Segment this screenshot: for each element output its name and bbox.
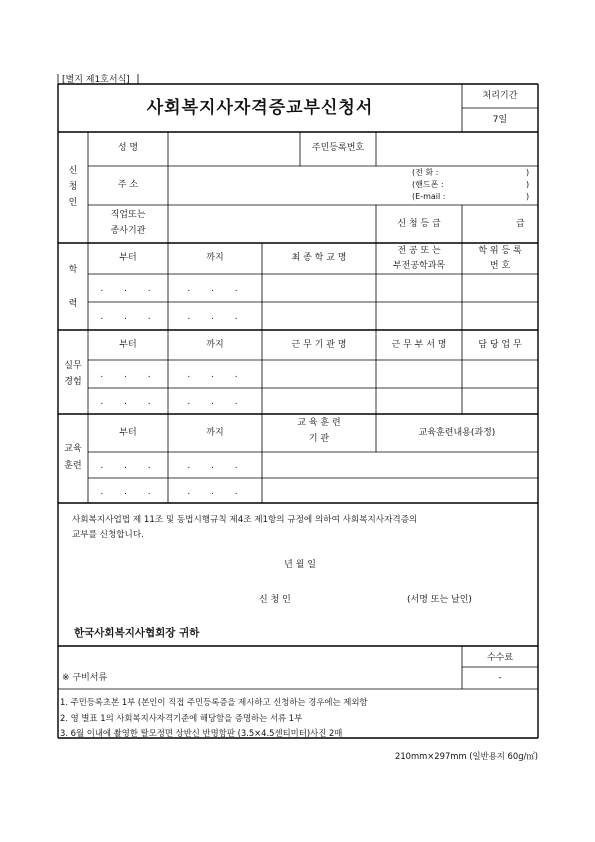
paper-spec: 210mm×297mm (일반용지 60g/㎡): [394, 751, 538, 761]
education-major-header-2: 부전공학과목: [392, 261, 446, 271]
required-doc-3: 3. 6월 이내에 촬영한 탈모정면 상반신 반명함판 (3.5×4.5센티미터)사진 2매: [60, 728, 343, 738]
required-docs-title: ※ 구비서류: [62, 673, 108, 683]
training-content-header: 교육훈련내용(과정): [418, 428, 496, 438]
experience-to-header: 까지: [206, 340, 224, 350]
job-label-line-1: 직업또는: [110, 210, 146, 220]
training-from-header: 부터: [119, 428, 137, 438]
training-row1-to[interactable]: . . .: [187, 461, 247, 471]
grade-field[interactable]: [464, 207, 514, 241]
applicant-section-label-1: 신: [68, 166, 78, 176]
mobile-field[interactable]: [458, 180, 524, 190]
training-row2-from[interactable]: . . .: [100, 487, 160, 497]
form-number-tag: [별지 제1호서식]: [62, 75, 130, 85]
processing-period-label: 처리기간: [482, 91, 518, 101]
statement-line-2: 교부를 신청합니다.: [72, 530, 144, 540]
fee-value: -: [498, 673, 502, 683]
job-label-line-2: 종사기관: [110, 226, 146, 236]
email-close: ): [526, 192, 530, 201]
sign-hint: (서명 또는 날인): [407, 595, 472, 605]
education-from-header: 부터: [119, 253, 137, 263]
training-to-header: 까지: [206, 428, 224, 438]
experience-org-header: 근 무 기 관 명: [291, 340, 347, 350]
required-doc-1: 1. 주민등록초본 1부 (본인이 직접 주민등록증을 제시하고 신청하는 경우에는 제외함: [60, 697, 368, 707]
education-to-header: 까지: [206, 253, 224, 263]
applicant-section-label-2: 청: [68, 182, 78, 192]
experience-from-header: 부터: [119, 340, 137, 350]
training-section-label-1: 교육: [64, 444, 82, 454]
applicant-sign-label: 신 청 인: [259, 595, 291, 605]
mobile-close: ): [526, 180, 530, 189]
experience-duty-header: 담 당 업 무: [478, 340, 522, 350]
education-row1-from[interactable]: . . .: [100, 284, 160, 294]
email-field[interactable]: [458, 192, 524, 202]
education-section-label-1: 학: [68, 265, 78, 275]
training-section-label-2: 훈련: [64, 461, 82, 471]
education-degree-header-1: 학 위 등 록: [478, 246, 522, 256]
grade-unit: 급: [516, 219, 525, 229]
address-field[interactable]: [170, 168, 410, 203]
training-row1-from[interactable]: . . .: [100, 461, 160, 471]
phone-close: ): [526, 168, 530, 177]
applicant-section-label-3: 인: [68, 198, 78, 208]
education-row2-to[interactable]: . . .: [187, 312, 247, 322]
education-major-header-1: 전 공 또 는: [397, 246, 441, 256]
form-title: 사회복지사자격증교부신청서: [146, 98, 374, 118]
experience-dept-header: 근 무 부 서 명: [391, 340, 447, 350]
experience-section-label-1: 실무: [64, 361, 82, 371]
phone-label: (전 화 :: [412, 168, 439, 177]
required-doc-2: 2. 영 별표 1의 사회복지사자격기준에 해당함을 증명하는 서류 1부: [60, 713, 303, 723]
mobile-label: (핸드폰 :: [412, 180, 444, 189]
job-field[interactable]: [170, 207, 374, 241]
education-row1-to[interactable]: . . .: [187, 284, 247, 294]
date-line[interactable]: 년 월 일: [284, 560, 316, 570]
experience-row1-from[interactable]: . . .: [100, 370, 160, 380]
processing-period-value: 7일: [492, 115, 508, 125]
experience-row2-to[interactable]: . . .: [187, 397, 247, 407]
education-row2-from[interactable]: . . .: [100, 312, 160, 322]
education-section-label-2: 력: [68, 299, 78, 309]
rrn-label: 주민등록번호: [311, 143, 365, 153]
statement-line-1: 사회복지사업법 제 11조 및 동법시행규칙 제4조 제1항의 규정에 의하여 사회복지사자격증의: [72, 515, 418, 525]
name-label: 성 명: [117, 143, 139, 153]
email-label: (E-mail :: [412, 192, 446, 201]
rrn-field[interactable]: [378, 134, 536, 164]
name-field[interactable]: [170, 134, 298, 164]
fee-label: 수수료: [486, 653, 514, 663]
training-inst-header-1: 교 육 훈 련: [297, 418, 341, 428]
experience-section-label-2: 경험: [64, 377, 82, 387]
training-row2-to[interactable]: . . .: [187, 487, 247, 497]
training-inst-header-2: 기 관: [308, 434, 330, 444]
education-degree-header-2: 번 호: [489, 261, 511, 271]
education-school-header: 최 종 학 교 명: [291, 253, 347, 263]
experience-row2-from[interactable]: . . .: [100, 397, 160, 407]
grade-label: 신 청 등 급: [397, 219, 441, 229]
experience-row1-to[interactable]: . . .: [187, 370, 247, 380]
addressee: 한국사회복지사협회장 귀하: [74, 627, 200, 639]
phone-field[interactable]: [458, 168, 524, 178]
address-label: 주 소: [117, 180, 139, 190]
